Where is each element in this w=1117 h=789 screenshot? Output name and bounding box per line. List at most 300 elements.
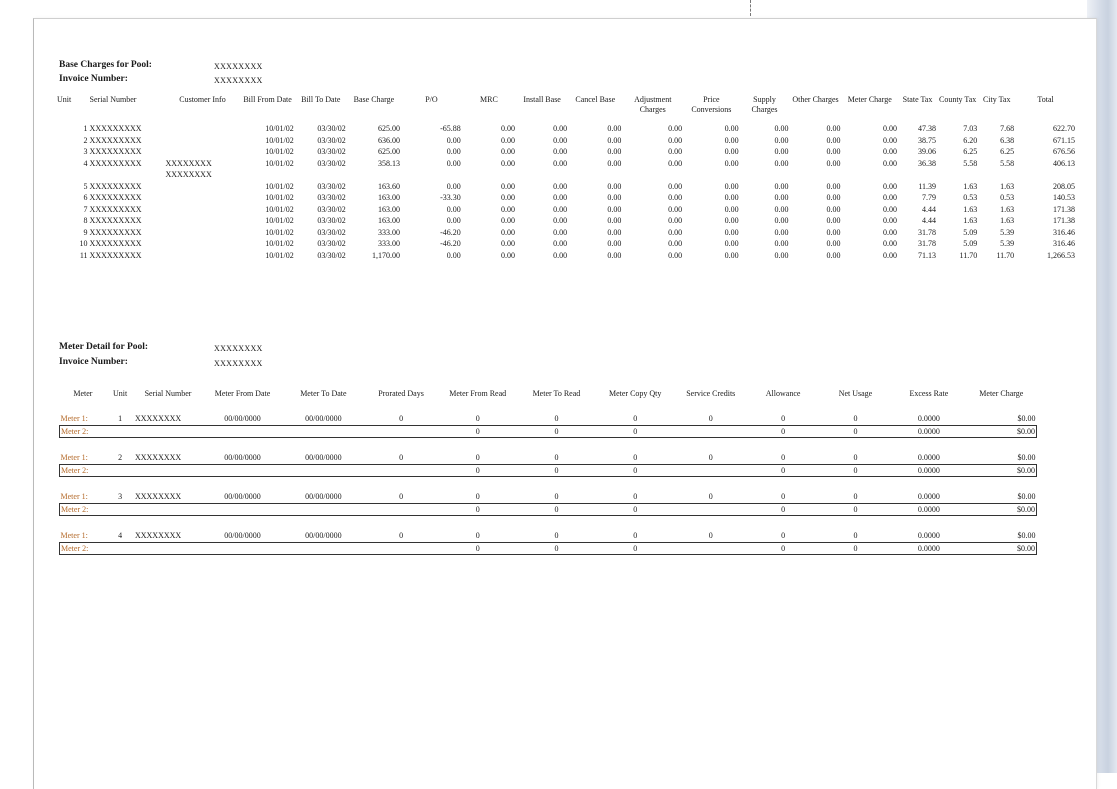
table-cell: 0 (747, 464, 819, 477)
table-cell: 11.70 (959, 250, 978, 260)
table-cell: 0 (781, 414, 786, 423)
spacer-row (56, 115, 1076, 123)
table-cell: 0 (633, 531, 638, 540)
table-cell (462, 169, 516, 181)
table-cell: 0.00 (668, 158, 683, 168)
table-cell: 0 (781, 453, 786, 462)
table-cell (675, 425, 747, 438)
table-cell: 03/30/02 (317, 124, 346, 133)
table-cell: $0.00 (966, 464, 1036, 477)
table-cell (202, 542, 283, 555)
table-cell (134, 542, 202, 555)
table-cell: 10/01/02 (265, 135, 294, 145)
table-cell: 03/30/02 (317, 204, 346, 214)
table-cell (165, 238, 241, 250)
table-cell (675, 503, 747, 516)
table-cell (283, 542, 364, 555)
table-cell: 0.00 (882, 204, 897, 214)
table-cell: 0.00 (724, 147, 739, 156)
table-cell (364, 425, 438, 438)
meter-column-header: Meter (73, 389, 93, 398)
meter-link[interactable]: Meter 2: (60, 542, 107, 555)
table-cell: 0.00 (882, 181, 897, 191)
table-cell (283, 464, 364, 477)
table-cell: 0 (399, 492, 404, 501)
table-cell (675, 464, 747, 477)
table-cell: 0.00 (668, 227, 683, 237)
meter-link[interactable]: Meter 1: (60, 492, 88, 501)
meter-link[interactable]: Meter 2: (60, 425, 107, 438)
table-cell: 31.78 (918, 227, 937, 237)
meter2-row (60, 464, 1037, 477)
table-cell (134, 425, 202, 438)
table-cell: 0.00 (668, 181, 683, 191)
table-cell: 1,266.53 (1047, 250, 1075, 260)
table-cell: 0.00 (553, 135, 568, 145)
table-cell: 03/30/02 (317, 227, 346, 237)
table-cell: 10/01/02 (265, 147, 294, 156)
table-cell: 0 (517, 464, 596, 477)
table-cell: 0.00 (774, 193, 789, 202)
meter2-row (60, 503, 1037, 516)
table-row (56, 135, 1076, 147)
table-cell: 676.56 (1053, 147, 1075, 156)
table-cell: 0 (633, 453, 638, 462)
table-cell: XXXXXXXXX (89, 181, 142, 191)
table-cell: -65.88 (440, 124, 461, 133)
table-cell: 333.00 (378, 227, 401, 237)
base-column-header: P/O (425, 95, 438, 104)
table-cell: 625.00 (378, 124, 401, 133)
table-cell: 0.00 (882, 158, 897, 168)
table-cell (134, 503, 202, 516)
table-cell: 0.00 (553, 204, 568, 214)
table-cell: 0 (475, 492, 480, 501)
table-cell: 10 (79, 239, 88, 248)
table-cell: 0.00 (724, 124, 739, 133)
table-cell: XXXXXXXX (165, 170, 212, 179)
table-cell: 1.63 (963, 216, 978, 225)
table-cell: 00/00/0000 (224, 453, 261, 462)
table-cell: 0.0000 (917, 531, 940, 540)
table-cell: 0.00 (724, 204, 739, 214)
table-cell: 333.00 (378, 239, 401, 248)
meter-link[interactable]: Meter 2: (60, 503, 107, 516)
table-cell: 5.58 (1000, 158, 1015, 168)
table-cell: 163.00 (378, 216, 401, 225)
table-cell: 6.25 (1000, 147, 1015, 156)
meter1-row (60, 452, 1037, 464)
table-cell: 0.00 (607, 158, 622, 168)
table-cell (1015, 169, 1076, 181)
table-cell: 0.00 (607, 216, 622, 225)
table-cell: 0.00 (446, 147, 461, 156)
table-cell: 0.0000 (892, 464, 966, 477)
table-cell: 03/30/02 (317, 239, 346, 248)
table-cell: 0 (747, 503, 819, 516)
table-cell: -33.30 (440, 193, 461, 202)
base-invoice-label: Invoice Number: (59, 74, 128, 84)
table-cell (364, 542, 438, 555)
table-cell: 0 (554, 453, 559, 462)
table-cell: -46.20 (440, 227, 461, 237)
table-cell: 0.00 (826, 193, 841, 202)
table-cell: 0.00 (774, 181, 789, 191)
table-cell: 0.00 (826, 135, 841, 145)
table-cell (295, 169, 347, 181)
table-cell: 0.00 (724, 239, 739, 248)
table-cell: 7.79 (922, 193, 937, 202)
table-cell: 0 (781, 531, 786, 540)
table-cell: 1 (118, 414, 123, 423)
table-cell (134, 464, 202, 477)
table-cell (568, 169, 622, 181)
table-cell: 0 (747, 542, 819, 555)
meter-header-row (60, 389, 1037, 399)
table-cell: 00/00/0000 (224, 492, 261, 501)
table-cell: 71.13 (918, 250, 937, 260)
table-cell: $0.00 (1017, 492, 1036, 501)
table-cell: 1.63 (963, 204, 978, 214)
table-row (56, 146, 1076, 158)
table-cell: 0 (708, 414, 713, 423)
table-cell: 140.53 (1053, 193, 1075, 202)
table-cell: 0.00 (501, 216, 516, 225)
table-cell: 5.39 (1000, 227, 1015, 237)
base-column-header: Base Charge (353, 95, 395, 104)
table-cell: $0.00 (1017, 414, 1036, 423)
table-cell: 0 (438, 503, 517, 516)
table-cell: 0.00 (724, 250, 739, 260)
meter-column-header: Excess Rate (909, 389, 949, 398)
base-column-header: Total (1037, 95, 1054, 104)
table-cell: 5.09 (963, 239, 978, 248)
table-cell: 6.25 (963, 147, 978, 156)
table-cell: 0.00 (501, 239, 516, 248)
table-cell: 10/01/02 (265, 158, 294, 168)
table-cell: $0.00 (966, 542, 1036, 555)
table-cell: 0.00 (668, 193, 683, 202)
meter-detail-title (59, 341, 263, 354)
table-cell: 36.38 (918, 158, 937, 168)
table-cell: 316.46 (1053, 227, 1075, 237)
table-cell: 0 (708, 531, 713, 540)
table-cell: 5.39 (1000, 239, 1015, 248)
table-cell (283, 425, 364, 438)
table-cell: 0.00 (826, 124, 841, 133)
table-row (56, 215, 1076, 227)
table-row (56, 250, 1076, 262)
meter-column-header: Service Credits (686, 389, 736, 398)
base-column-header: City Tax (982, 95, 1011, 104)
table-cell: XXXXXXXXX (89, 193, 142, 202)
table-cell: 0.00 (607, 147, 622, 156)
base-column-header: Other Charges (792, 95, 839, 104)
meter-link[interactable]: Meter 1: (60, 531, 88, 540)
table-cell: 0.00 (553, 181, 568, 191)
table-cell: 0.00 (607, 181, 622, 191)
meter-link[interactable]: Meter 1: (60, 414, 88, 423)
page-break-marker (750, 0, 752, 16)
table-cell: 358.13 (378, 158, 401, 168)
table-cell: 00/00/0000 (305, 414, 342, 423)
table-cell: 0.00 (446, 135, 461, 145)
table-cell (364, 464, 438, 477)
table-cell: 0.00 (553, 193, 568, 202)
table-cell: 0.00 (882, 239, 897, 248)
table-cell: 0.00 (826, 239, 841, 248)
table-cell (56, 169, 89, 181)
base-column-header: Bill To Date (301, 95, 341, 104)
table-cell: 0.00 (501, 135, 516, 145)
table-cell: 4 (83, 158, 88, 168)
base-column-header: MRC (480, 95, 498, 104)
table-cell: 03/30/02 (317, 158, 346, 168)
table-cell: 0.00 (724, 135, 739, 145)
meter-column-header: Meter Charge (979, 389, 1024, 398)
table-cell: 00/00/0000 (305, 531, 342, 540)
table-cell: 4.44 (922, 216, 937, 225)
table-cell: 0.00 (607, 204, 622, 214)
table-cell: 31.78 (918, 239, 937, 248)
table-cell: 0.00 (446, 216, 461, 225)
table-cell: 47.38 (918, 124, 937, 133)
meter-link[interactable]: Meter 1: (60, 453, 88, 462)
table-cell (106, 542, 134, 555)
table-cell: 0 (781, 492, 786, 501)
table-cell: 0 (517, 542, 596, 555)
table-cell: 0.00 (882, 147, 897, 156)
table-cell: 1,170.00 (372, 250, 401, 260)
table-row (56, 204, 1076, 216)
table-cell: 2 (118, 453, 123, 462)
table-cell: 0.0000 (917, 414, 940, 423)
base-charges-label: Base Charges for Pool: (59, 60, 152, 70)
table-cell (240, 169, 294, 181)
table-cell: 171.38 (1053, 204, 1075, 214)
base-column-header: Meter Charge (847, 95, 892, 104)
table-cell: 0 (819, 464, 891, 477)
table-cell: 0.00 (724, 181, 739, 191)
table-cell: 0 (554, 531, 559, 540)
meter1-row (60, 413, 1037, 425)
meter-column-header: Meter From Read (449, 389, 507, 398)
table-cell: 1.63 (963, 181, 978, 191)
table-cell: 0.00 (607, 135, 622, 145)
table-cell: $0.00 (966, 425, 1036, 438)
table-cell: 0.00 (607, 239, 622, 248)
table-cell (622, 169, 683, 181)
table-cell: 11 (79, 250, 88, 260)
base-charges-title (59, 59, 263, 72)
table-cell: XXXXXXXX (134, 453, 182, 462)
table-cell: 0.00 (553, 239, 568, 248)
table-cell: 1 (83, 124, 88, 133)
base-column-header: Customer Info (179, 95, 226, 104)
table-cell: -46.20 (440, 239, 461, 248)
table-cell: 0.00 (446, 204, 461, 214)
table-cell: 0.00 (774, 204, 789, 214)
table-cell: 10/01/02 (265, 204, 294, 214)
table-cell: 671.15 (1053, 135, 1075, 145)
table-cell: 0 (596, 464, 675, 477)
meter-pool-id: XXXXXXXX (214, 344, 263, 353)
table-cell: 7.03 (963, 124, 978, 133)
base-column-header: State Tax (902, 95, 933, 104)
table-cell (165, 192, 241, 204)
table-cell: 03/30/02 (317, 216, 346, 225)
table-cell: 0.00 (826, 158, 841, 168)
table-cell: 0.00 (668, 239, 683, 248)
table-cell: 0.0000 (892, 503, 966, 516)
base-charges-table (56, 95, 1076, 261)
table-cell: XXXXXXXX (134, 492, 182, 501)
table-cell: 0.0000 (892, 425, 966, 438)
table-cell: 0.00 (724, 227, 739, 237)
table-cell: 0.00 (882, 227, 897, 237)
table-cell: 0.53 (1000, 193, 1015, 202)
table-cell: XXXXXXXXX (89, 147, 142, 156)
base-column-header: Bill From Date (243, 95, 292, 104)
meter-column-header: Meter Copy Qty (608, 389, 662, 398)
table-cell (106, 425, 134, 438)
table-cell (165, 250, 241, 262)
table-cell: 0 (438, 425, 517, 438)
spacer-row (60, 438, 1037, 453)
spacer-row (60, 399, 1037, 413)
table-cell: 0.00 (826, 204, 841, 214)
table-cell: 0.0000 (917, 453, 940, 462)
table-cell: 39.06 (918, 147, 937, 156)
base-column-header: Unit (57, 95, 72, 104)
table-cell (165, 135, 241, 147)
base-column-header: Cancel Base (575, 95, 616, 104)
table-cell: 636.00 (378, 135, 401, 145)
table-cell: 4 (118, 531, 123, 540)
table-cell: 5.58 (963, 158, 978, 168)
table-cell: XXXXXXXXX (89, 135, 142, 145)
table-cell: 5.09 (963, 227, 978, 237)
base-column-header: Serial Number (89, 95, 137, 104)
table-cell: 0.00 (774, 216, 789, 225)
table-cell: 0 (853, 531, 858, 540)
meter2-row (60, 542, 1037, 555)
table-cell: XXXXXXXXX (89, 216, 142, 225)
table-cell: 0.00 (724, 158, 739, 168)
table-cell: 0.00 (501, 204, 516, 214)
table-cell: 00/00/0000 (305, 492, 342, 501)
table-cell: 0 (708, 453, 713, 462)
meter1-row (60, 530, 1037, 542)
table-cell: XXXXXXXXX (89, 227, 142, 237)
table-cell: 163.60 (378, 181, 401, 191)
table-cell: 0.00 (724, 216, 739, 225)
table-cell (789, 169, 841, 181)
table-cell: 38.75 (918, 135, 937, 145)
table-cell: 3 (118, 492, 123, 501)
table-cell (165, 215, 241, 227)
base-column-header: Install Base (523, 95, 561, 104)
table-cell: 0.00 (774, 250, 789, 260)
meter-invoice-number: XXXXXXXX (214, 359, 263, 368)
table-cell: 0.00 (607, 124, 622, 133)
table-cell (202, 425, 283, 438)
table-cell: 0.0000 (892, 542, 966, 555)
table-cell (740, 169, 790, 181)
table-cell: 4.44 (922, 204, 937, 214)
table-cell: 11.70 (996, 250, 1015, 260)
table-cell: 0.00 (774, 158, 789, 168)
table-cell (347, 169, 401, 181)
table-cell: 0.00 (774, 135, 789, 145)
table-cell: 0.00 (668, 135, 683, 145)
table-cell: 0 (633, 492, 638, 501)
table-cell: 0 (596, 503, 675, 516)
table-cell: 10/01/02 (265, 250, 294, 260)
table-cell: 0.00 (668, 250, 683, 260)
table-cell: 9 (83, 227, 88, 237)
table-cell: 0 (554, 492, 559, 501)
base-invoice-line (59, 73, 263, 86)
table-cell (283, 503, 364, 516)
table-cell: 10/01/02 (265, 124, 294, 133)
table-cell (516, 169, 568, 181)
table-cell: 0 (399, 453, 404, 462)
table-cell: 163.00 (378, 193, 401, 202)
table-cell: XXXXXXXXX (89, 204, 142, 214)
table-cell: 0 (633, 414, 638, 423)
table-cell: 0.00 (882, 193, 897, 202)
table-cell: 0.00 (826, 216, 841, 225)
table-cell: $0.00 (966, 503, 1036, 516)
table-cell (165, 123, 241, 135)
table-cell: 00/00/0000 (224, 531, 261, 540)
table-cell: 208.05 (1053, 181, 1075, 191)
table-row (56, 227, 1076, 239)
table-cell: 0 (399, 414, 404, 423)
meter-column-header: Meter To Date (300, 389, 347, 398)
table-cell (202, 503, 283, 516)
table-cell: 0.00 (501, 193, 516, 202)
table-row (56, 181, 1076, 193)
table-cell: 0.00 (668, 147, 683, 156)
meter1-row (60, 491, 1037, 503)
meter-detail-table (59, 389, 1037, 555)
meter-link[interactable]: Meter 2: (60, 464, 107, 477)
spacer-row (60, 516, 1037, 531)
table-cell: 0.00 (553, 158, 568, 168)
table-cell: 0.00 (607, 250, 622, 260)
base-pool-id: XXXXXXXX (214, 62, 263, 71)
base-header-row (56, 95, 1076, 115)
table-cell: XXXXXXXX (165, 158, 212, 168)
table-cell: 3 (83, 147, 88, 156)
meter-column-header: Meter From Date (214, 389, 271, 398)
table-cell: 0.00 (882, 135, 897, 145)
table-cell: $0.00 (1017, 531, 1036, 540)
base-column-header: County Tax (938, 95, 977, 104)
table-cell: 0 (819, 425, 891, 438)
table-cell: 0.00 (501, 124, 516, 133)
table-cell (106, 464, 134, 477)
table-cell: 6 (83, 193, 88, 202)
table-cell: 0 (708, 492, 713, 501)
table-cell: 11.39 (918, 181, 937, 191)
table-cell: 0.00 (724, 193, 739, 202)
meter-column-header: Meter To Read (532, 389, 581, 398)
table-cell: 0 (517, 425, 596, 438)
table-cell: XXXXXXXXX (89, 250, 142, 260)
